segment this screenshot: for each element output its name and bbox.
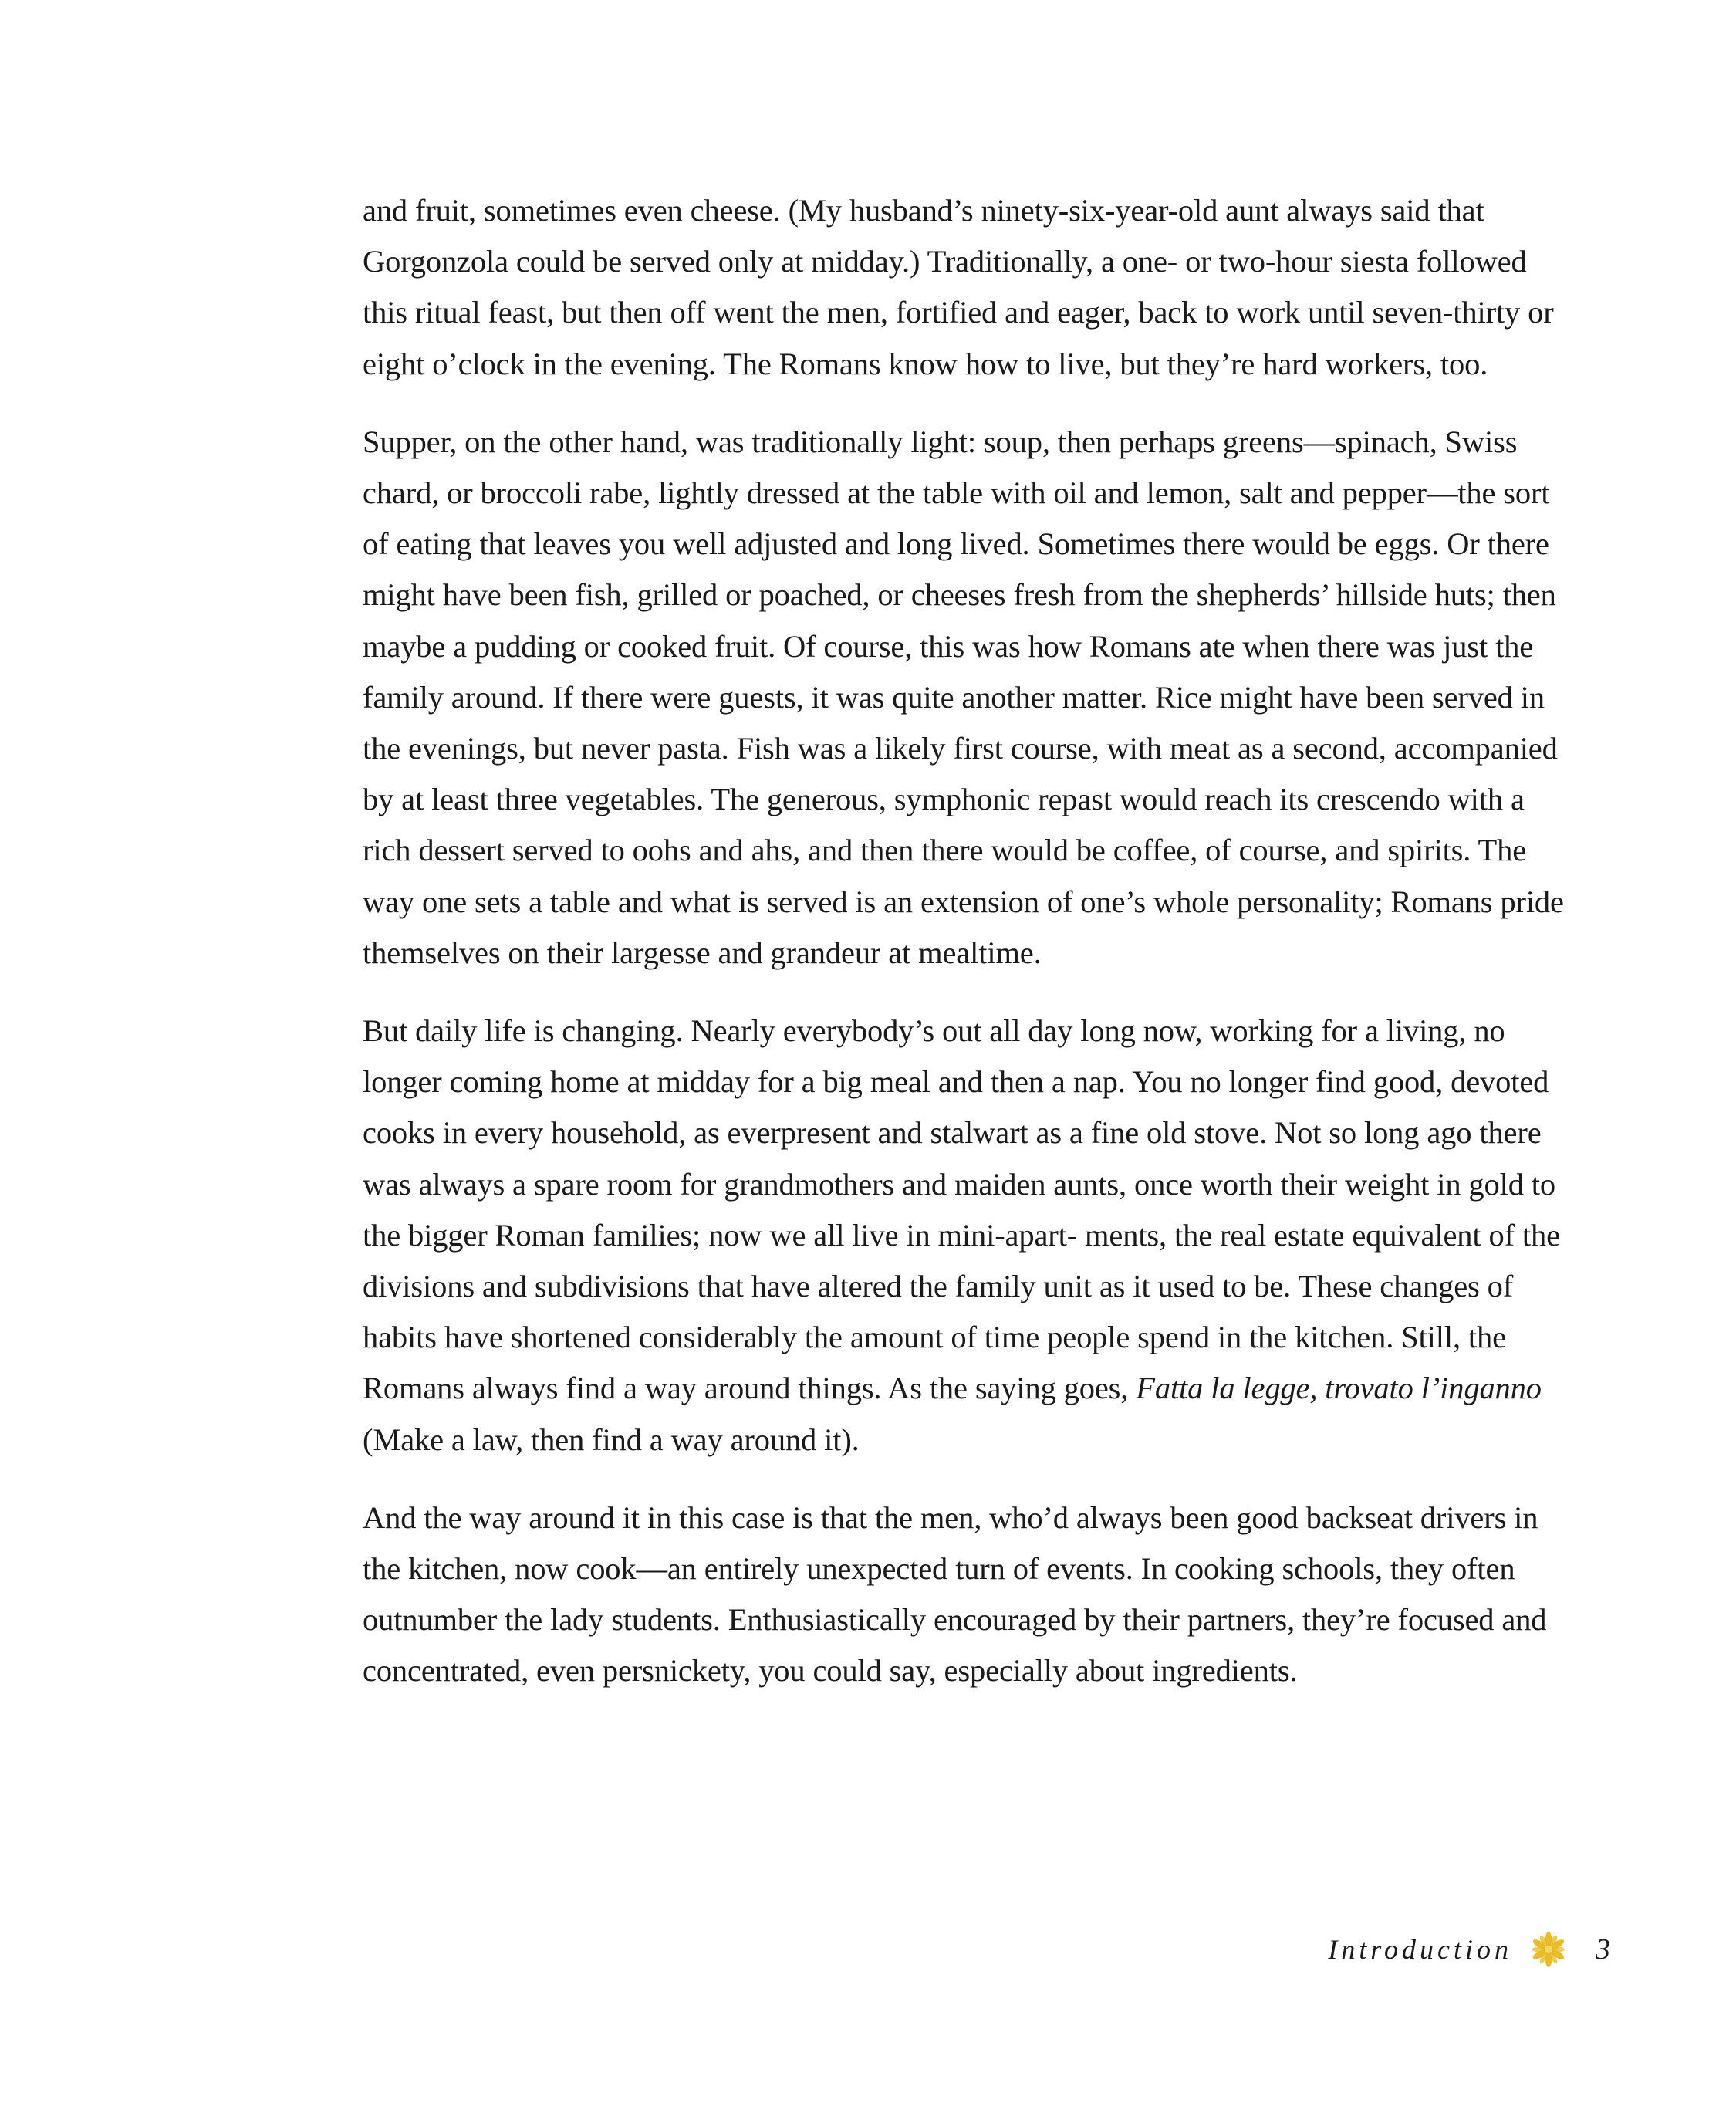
- paragraph-1: [363, 185, 1574, 390]
- paragraph-text: And the way around it in this case is that the men, who’d always been good backseat drivers in the kitchen, now cook—an entirely unexpected turn of events. In cooking schools, they often outnumber the lady students. Enthusiastically encouraged by their partners, they’re focused and concentrated, even persnickety, you could say, especially about ingredients.: [363, 1499, 1547, 1689]
- italic-phrase: Fatta la legge, trovato l’inganno: [1136, 1371, 1542, 1406]
- paragraph-3: [363, 1006, 1574, 1466]
- paragraph-4: [363, 1493, 1574, 1697]
- paragraph-text: and fruit, sometimes even cheese. (My husband’s ninety-six-year-old aunt always said that Gorgonzola could be served only at midday.) Traditionally, a one- or two-hour siesta followed this ritual feast, but then off went the men, fortified and eager, back to work until seven-thirty or eight o’clock in the evening. The Romans know how to live, but they’re hard workers, too.: [363, 193, 1554, 381]
- paragraph-text: Supper, on the other hand, was traditionally light: soup, then perhaps greens—spinach, Swiss chard, or broccoli rabe, lightly dressed at the table with oil and lemon, salt and pepper—the sort of eating that leaves you well adjusted and long lived. Sometimes there would be eggs. Or there might have been fish, grilled or poached, or cheeses fresh from the shepherds’ hillside huts; then maybe a pudding or cooked fruit. Of course, this was how Romans ate when there was just the family around. If there were guests, it was quite another matter. Rice might have been served in the evenings, but never pasta. Fish was a likely first course, with meat as a second, accompanied by at least three vegetables. The generous, symphonic repast would reach its crescendo with a rich dessert served to oohs and ahs, and then there would be coffee, of course, and spirits. The way one sets a table and what is served is an extension of one’s whole personality; Romans pride themselves on their largesse and grandeur at mealtime.: [363, 424, 1564, 970]
- paragraph-text: But daily life is changing. Nearly everybody’s out all day long now, working for a living, no longer coming home at midday for a big meal and then a nap. You no longer find good, devoted cooks in every household, as everpresent and stalwart as a fine old stove. Not so long ago there was always a spare room for grandmothers and maiden aunts, once worth their weight in gold to the bigger Roman families; now we all live in mini-apart- ments, the real estate equivalent of the divisions and subdivisions that have altered the family unit as it used to be. These changes of habits have shortened considerably the amount of time people spend in the kitchen. Still, the Romans always find a way around things. As the saying goes,: [363, 1013, 1560, 1406]
- ornament-center: [1544, 1945, 1553, 1954]
- body-text: [363, 185, 1574, 1724]
- flower-ornament-icon: [1529, 1930, 1568, 1969]
- paragraph-text: (Make a law, then find a way around it).: [363, 1422, 860, 1457]
- page-number: 3: [1596, 1933, 1610, 1966]
- paragraph-2: [363, 417, 1574, 979]
- section-title: Introduction: [1328, 1934, 1512, 1965]
- running-footer: [1328, 1926, 1610, 1973]
